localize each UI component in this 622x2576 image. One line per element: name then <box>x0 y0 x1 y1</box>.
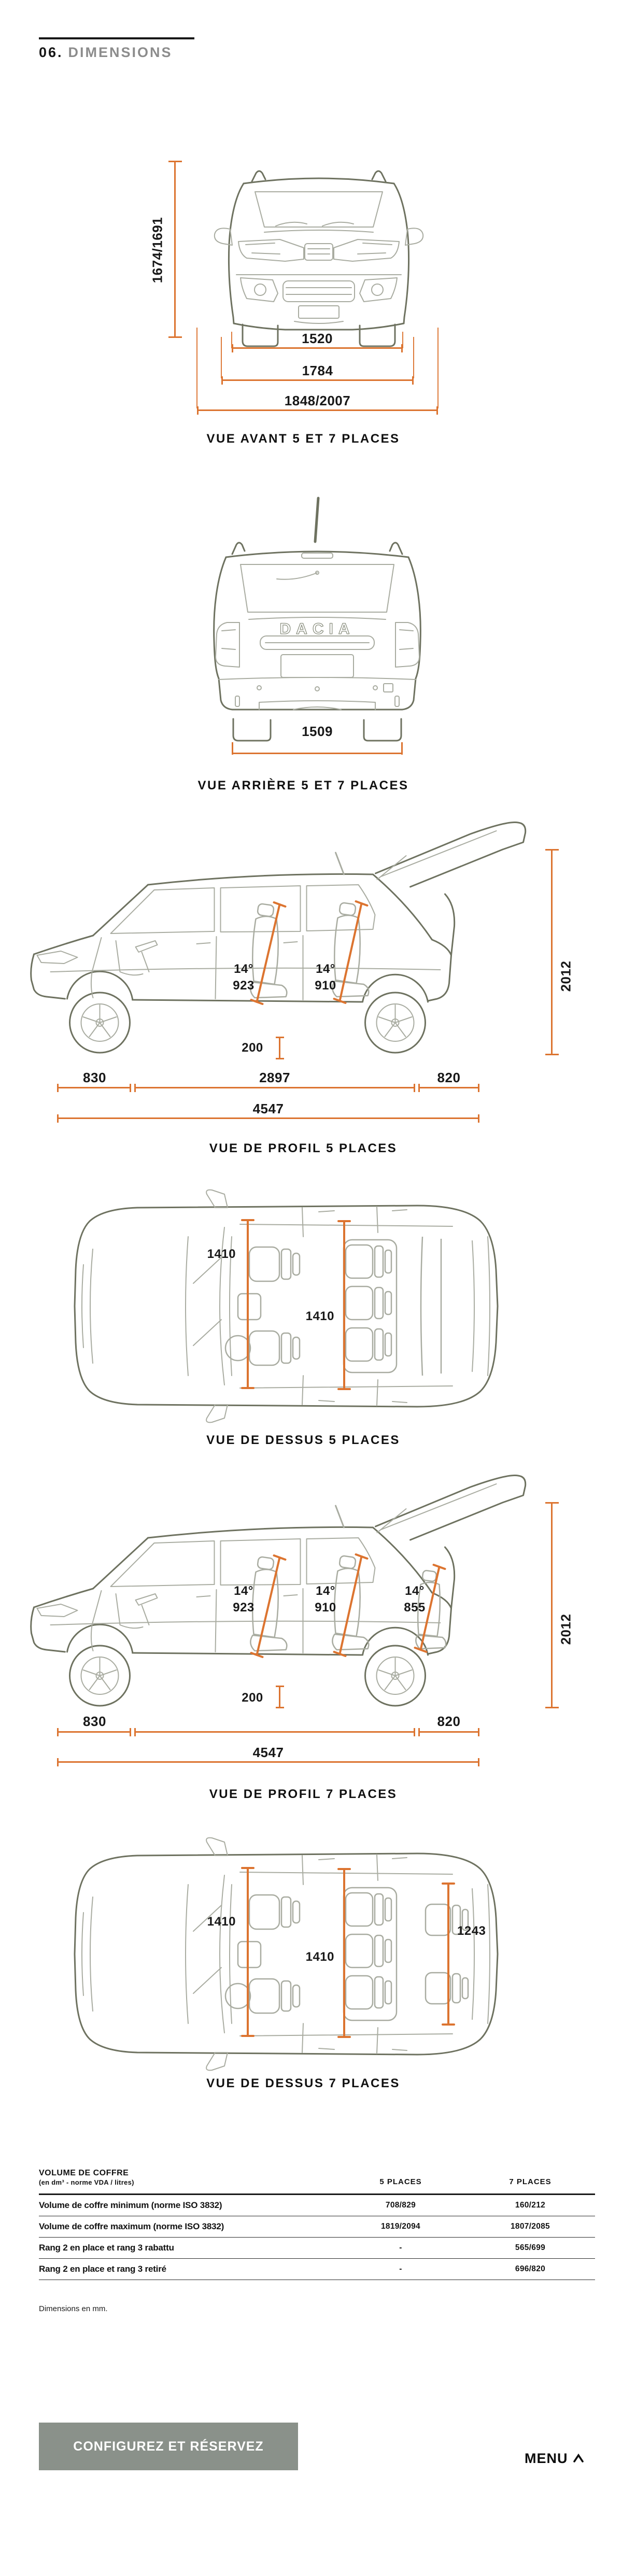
front-mirror-width-value: 1848/2007 <box>284 393 351 408</box>
top7-row2-width: 1410 <box>305 1950 334 1964</box>
p7-front-overhang-value: 830 <box>83 1714 106 1729</box>
front-view-caption: VUE AVANT 5 ET 7 PLACES <box>206 432 400 446</box>
front-overhang-dim-line <box>57 1087 131 1088</box>
seat1-height: 923 <box>233 979 255 993</box>
p7-seat2-angle: 14° <box>316 1584 335 1598</box>
table-row <box>39 2238 595 2259</box>
row-label: Rang 2 en place et rang 3 rabattu <box>39 2243 174 2253</box>
menu-button[interactable] <box>525 2451 602 2467</box>
menu-caret-icon <box>573 2453 584 2465</box>
front-body-width-value: 1784 <box>302 363 333 378</box>
top7-row3-width: 1243 <box>457 1924 486 1938</box>
row-value-7p: 696/820 <box>515 2264 546 2273</box>
p7-overall-length-value: 4547 <box>252 1745 284 1760</box>
top7-caption: VUE DE DESSUS 7 PLACES <box>206 2076 400 2090</box>
row-value-7p: 565/699 <box>515 2243 546 2252</box>
p7-front-overhang-dim-line <box>57 1731 131 1733</box>
front-track-value: 1520 <box>302 331 333 346</box>
front-overhang-value: 830 <box>83 1070 106 1085</box>
trunk-volume-table <box>39 2165 595 2280</box>
row-value-5p: 708/829 <box>385 2201 416 2210</box>
seat2-height: 910 <box>315 979 336 993</box>
car-rear-view-drawing <box>181 495 454 749</box>
ground-clearance-dim-line <box>279 1037 280 1059</box>
row-label: Rang 2 en place et rang 3 retiré <box>39 2264 166 2274</box>
p7-seat3-height: 855 <box>404 1601 426 1615</box>
rear-track-dim-line <box>232 753 403 754</box>
front-height-value: 1674/1691 <box>149 217 165 284</box>
menu-label: MENU <box>525 2451 568 2466</box>
ground-clearance-value: 200 <box>242 1041 263 1055</box>
car-front-view-drawing <box>202 150 435 352</box>
car-profile-7-seats-drawing <box>13 1469 565 1718</box>
tailgate-height-dim-line <box>551 849 553 1055</box>
wheelbase-value: 2897 <box>259 1070 290 1085</box>
p7-ground-clearance-value: 200 <box>242 1691 263 1705</box>
car-profile-5-seats-drawing <box>13 816 565 1065</box>
row-label: Volume de coffre minimum (norme ISO 3832) <box>39 2200 222 2210</box>
top7-row1-width: 1410 <box>207 1915 236 1929</box>
page-title-number: 06. <box>39 45 63 60</box>
configure-reserve-button[interactable]: CONFIGUREZ ET RÉSERVEZ <box>39 2423 298 2470</box>
page-title-text: DIMENSIONS <box>68 45 173 60</box>
p7-seat2-height: 910 <box>315 1601 336 1615</box>
page-title <box>39 45 173 61</box>
front-track-dim-line <box>232 347 403 349</box>
wheelbase-dim-line <box>134 1087 415 1088</box>
front-height-dim-line <box>174 161 176 338</box>
table-row <box>39 2195 595 2216</box>
top5-caption: VUE DE DESSUS 5 PLACES <box>206 1433 400 1447</box>
table-col-7places: 7 PLACES <box>509 2177 552 2186</box>
top5-row1-width: 1410 <box>207 1247 236 1261</box>
profile7-caption: VUE DE PROFIL 7 PLACES <box>209 1787 398 1801</box>
units-footnote: Dimensions en mm. <box>39 2304 108 2313</box>
front-body-width-dim-line <box>221 379 414 381</box>
p7-tailgate-height-value: 2012 <box>558 1613 574 1645</box>
rear-track-value: 1509 <box>302 724 333 739</box>
rear-overhang-dim-line <box>418 1087 479 1088</box>
table-title: VOLUME DE COFFRE <box>39 2168 129 2177</box>
seat1-angle: 14° <box>234 962 253 976</box>
row-value-7p: 160/212 <box>515 2201 546 2210</box>
table-row <box>39 2259 595 2280</box>
profile5-caption: VUE DE PROFIL 5 PLACES <box>209 1141 398 1155</box>
row-value-5p: - <box>399 2243 402 2252</box>
front-mirror-width-dim-line <box>197 409 438 411</box>
p7-ground-clearance-dim-line <box>279 1686 280 1708</box>
row-value-5p: - <box>399 2264 402 2273</box>
p7-seat1-height: 923 <box>233 1601 255 1615</box>
car-top-5-seats-drawing <box>60 1187 505 1425</box>
header-rule <box>39 37 194 39</box>
table-title-cell <box>39 2168 336 2186</box>
p7-rear-overhang-value: 820 <box>437 1714 461 1729</box>
p7-overall-length-dim-line <box>57 1761 479 1763</box>
row-value-7p: 1807/2085 <box>511 2222 550 2231</box>
rear-overhang-value: 820 <box>437 1070 461 1085</box>
p7-wheelbase-dim-line <box>134 1731 415 1733</box>
row-label: Volume de coffre maximum (norme ISO 3832) <box>39 2221 224 2231</box>
table-header-row <box>39 2165 595 2195</box>
p7-seat3-angle: 14° <box>405 1584 425 1598</box>
table-subtitle: (en dm³ - norme VDA / litres) <box>39 2178 134 2186</box>
p7-tailgate-height-dim-line <box>551 1502 553 1708</box>
overall-length-dim-line <box>57 1117 479 1119</box>
overall-length-value: 4547 <box>252 1101 284 1116</box>
row-value-5p: 1819/2094 <box>381 2222 420 2231</box>
table-row <box>39 2216 595 2238</box>
table-col-5places: 5 PLACES <box>379 2177 422 2186</box>
tailgate-height-value: 2012 <box>558 960 574 992</box>
dacia-badge: DACIA <box>279 620 355 638</box>
p7-rear-overhang-dim-line <box>418 1731 479 1733</box>
rear-view-caption: VUE ARRIÈRE 5 ET 7 PLACES <box>197 779 409 792</box>
p7-seat1-angle: 14° <box>234 1584 253 1598</box>
top5-row2-width: 1410 <box>305 1309 334 1323</box>
seat2-angle: 14° <box>316 962 335 976</box>
